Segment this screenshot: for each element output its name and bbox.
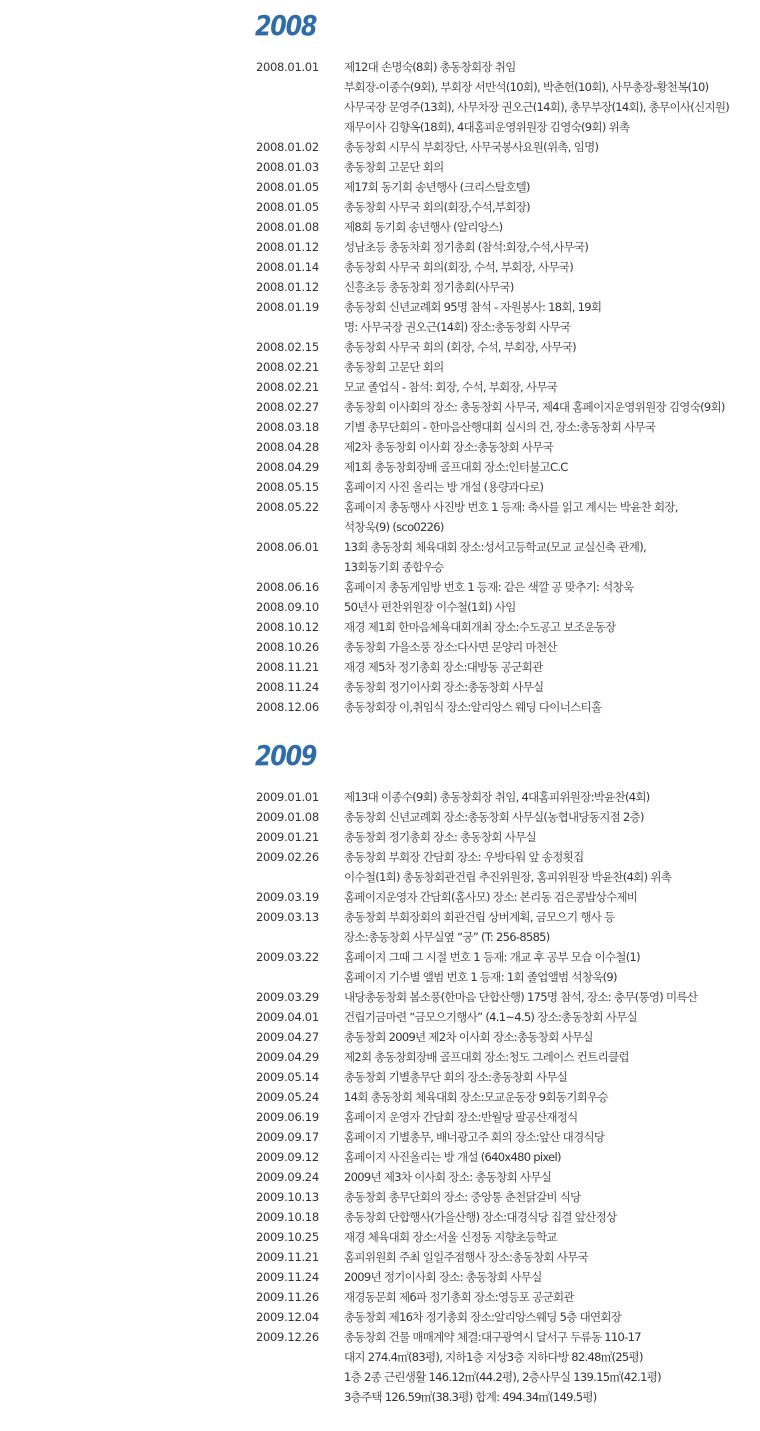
entry-date: 2008.02.15 (256, 340, 319, 354)
entry-date: 2009.03.19 (256, 890, 319, 904)
timeline-entry (0, 237, 760, 257)
timeline-entry (0, 1107, 760, 1127)
entry-text-line: 명: 사무국장 권오근(14회) 장소:총동창회 사무국 (344, 320, 571, 334)
entry-date: 2009.09.17 (256, 1130, 319, 1144)
entry-description (344, 1267, 758, 1287)
entry-description (344, 1167, 758, 1187)
timeline-entry (0, 1247, 760, 1267)
entry-text-line: 홈페이지 운영자 간담회 장소:반월당 팔공산재정식 (344, 1110, 578, 1124)
entry-date: 2009.06.19 (256, 1110, 319, 1124)
entry-date: 2008.03.18 (256, 420, 319, 434)
entry-text-line: 14회 총동창회 체육대회 장소:모교운동장 9회동기회우승 (344, 1090, 608, 1104)
entry-description (344, 177, 758, 197)
timeline-entry (0, 417, 760, 437)
entry-description (344, 157, 758, 177)
entry-date: 2008.11.21 (256, 660, 319, 674)
timeline-list (0, 787, 760, 1407)
entry-description (344, 417, 758, 437)
entry-description (344, 217, 758, 237)
timeline-entry (0, 807, 760, 827)
entry-description (344, 1107, 758, 1127)
year-heading: 2009 (255, 739, 317, 772)
entry-text-line: 총동창회 신년교례회 95명 참석 - 자원봉사: 18회, 19회 (344, 300, 602, 314)
entry-text-line: 제2회 총동창회장배 골프대회 장소:청도 그레이스 컨트리클럽 (344, 1050, 629, 1064)
entry-date: 2009.01.21 (256, 830, 319, 844)
entry-text-line: 장소:총동창회 사무실옆 “궁” (T: 256-8585) (344, 930, 550, 944)
timeline-entry (0, 1167, 760, 1187)
entry-description (344, 1207, 758, 1227)
entry-text-line: 제2차 총동창회 이사회 장소:총동창회 사무국 (344, 440, 553, 454)
entry-description (344, 537, 758, 577)
timeline-entry (0, 1067, 760, 1087)
entry-description (344, 597, 758, 617)
entry-text-line: 제12대 손명숙(8회) 총동창회장 취임 (344, 60, 516, 74)
entry-text-line: 부회장-이종수(9회), 부회장 서만석(10회), 박춘헌(10회), 사무총장-황천복(10) (344, 80, 709, 94)
entry-description (344, 947, 758, 987)
entry-date: 2008.04.28 (256, 440, 319, 454)
entry-description (344, 827, 758, 847)
entry-text-line: 건립기금마련 “금모으기행사” (4.1~4.5) 장소:총동창회 사무실 (344, 1010, 637, 1024)
timeline-entry (0, 1027, 760, 1047)
entry-date: 2008.01.03 (256, 160, 319, 174)
entry-description (344, 787, 758, 807)
entry-text-line: 석창욱(9) (sco0226) (344, 520, 444, 534)
entry-date: 2009.03.13 (256, 910, 319, 924)
entry-text-line: 총동창회 이사회의 장소: 총동창회 사무국, 제4대 홈페이지운영위원장 김영숙(9회) (344, 400, 725, 414)
timeline-entry (0, 1007, 760, 1027)
timeline-entry (0, 887, 760, 907)
entry-date: 2008.02.21 (256, 360, 319, 374)
entry-text-line: 제17회 동기회 송년행사 (크리스탈호텔) (344, 180, 530, 194)
timeline-entry (0, 657, 760, 677)
entry-text-line: 총동창회 부회장회의 회관건립 상버계획, 금모으기 행사 등 (344, 910, 615, 924)
entry-text-line: 홈페이지운영자 간담회(홈사모) 장소: 본리동 검은콩밥상수제비 (344, 890, 638, 904)
entry-description (344, 1127, 758, 1147)
timeline-entry (0, 477, 760, 497)
entry-description (344, 237, 758, 257)
entry-description (344, 1327, 758, 1407)
entry-date: 2009.04.01 (256, 1010, 319, 1024)
entry-description (344, 377, 758, 397)
entry-text-line: 홈페이지 사진 올리는 방 개설 (용량과다로) (344, 480, 544, 494)
entry-text-line: 총동창회 신년교례회 장소:총동창회 사무실(농협내당동지점 2층) (344, 810, 644, 824)
entry-description (344, 1227, 758, 1247)
timeline-entry (0, 177, 760, 197)
entry-date: 2009.09.12 (256, 1150, 319, 1164)
entry-text-line: 홈페이지 기별총무, 배너광고주 회의 장소:앞산 대경식당 (344, 1130, 605, 1144)
timeline-entry (0, 787, 760, 807)
entry-date: 2009.01.01 (256, 790, 319, 804)
timeline-entry (0, 1127, 760, 1147)
entry-description (344, 197, 758, 217)
entry-date: 2009.11.24 (256, 1270, 319, 1284)
entry-date: 2009.05.24 (256, 1090, 319, 1104)
entry-description (344, 1007, 758, 1027)
entry-description (344, 257, 758, 277)
entry-text-line: 총동창회 정기총회 장소: 총동창회 사무실 (344, 830, 536, 844)
entry-date: 2008.09.10 (256, 600, 319, 614)
entry-date: 2009.04.29 (256, 1050, 319, 1064)
timeline-entry (0, 397, 760, 417)
entry-date: 2008.01.12 (256, 240, 319, 254)
entry-text-line: 13회 총동창회 체육대회 장소:성서고등학교(모교 교실신축 관계), (344, 540, 646, 554)
timeline-entry (0, 1227, 760, 1247)
entry-description (344, 357, 758, 377)
entry-description (344, 1247, 758, 1267)
entry-text-line: 1층 2종 근린생활 146.12㎡(44.2평), 2층사무실 139.15㎡(42.1평) (344, 1370, 661, 1384)
timeline-entry (0, 277, 760, 297)
timeline-entry (0, 1287, 760, 1307)
entry-date: 2009.03.22 (256, 950, 319, 964)
entry-text-line: 사무국장 문영주(13회), 사무차장 권오근(14회), 총무부장(14회), 총무이사(신지원) (344, 100, 730, 114)
timeline-entry (0, 1147, 760, 1167)
entry-text-line: 재경동문회 제6파 정기총회 장소:영등포 공군회관 (344, 1290, 574, 1304)
entry-description (344, 477, 758, 497)
entry-date: 2008.05.15 (256, 480, 319, 494)
entry-description (344, 1187, 758, 1207)
timeline-list (0, 57, 760, 717)
entry-date: 2008.10.26 (256, 640, 319, 654)
entry-date: 2008.01.01 (256, 60, 319, 74)
entry-description (344, 1307, 758, 1327)
entry-text-line: 제1회 총동창회장배 골프대회 장소:인터불고C.C (344, 460, 568, 474)
timeline-entry (0, 597, 760, 617)
entry-date: 2009.02.26 (256, 850, 319, 864)
entry-date: 2009.10.13 (256, 1190, 319, 1204)
timeline-entry (0, 1267, 760, 1287)
entry-text-line: 총동창회 사무국 회의 (회장, 수석, 부회장, 사무국) (344, 340, 576, 354)
entry-description (344, 1067, 758, 1087)
timeline-entry (0, 357, 760, 377)
entry-date: 2009.11.26 (256, 1290, 319, 1304)
entry-date: 2008.01.02 (256, 140, 319, 154)
entry-description (344, 277, 758, 297)
entry-description (344, 1027, 758, 1047)
entry-description (344, 807, 758, 827)
timeline-entry (0, 297, 760, 337)
entry-text-line: 총동창회 고문단 회의 (344, 360, 444, 374)
timeline-entry (0, 497, 760, 537)
timeline-entry (0, 197, 760, 217)
entry-date: 2008.01.08 (256, 220, 319, 234)
entry-date: 2009.10.18 (256, 1210, 319, 1224)
entry-text-line: 홈페이지 총동게임방 번호 1 등재: 같은 색깔 공 맞추기: 석창욱 (344, 580, 634, 594)
entry-text-line: 3층주택 126.59㎡(38.3평) 합계: 494.34㎡(149.5평) (344, 1390, 597, 1404)
timeline-entry (0, 57, 760, 137)
timeline-entry (0, 217, 760, 237)
entry-text-line: 재경 체육대회 장소:서울 신정동 지향초등학교 (344, 1230, 557, 1244)
entry-text-line: 재경 제5차 정기총회 장소:대방동 공군회관 (344, 660, 543, 674)
entry-date: 2009.01.08 (256, 810, 319, 824)
entry-text-line: 제13대 이종수(9회) 총동창회장 취임, 4대홈피위원장:박윤찬(4회) (344, 790, 650, 804)
timeline-entry (0, 637, 760, 657)
entry-description (344, 657, 758, 677)
entry-date: 2009.04.27 (256, 1030, 319, 1044)
timeline-entry (0, 847, 760, 887)
entry-description (344, 697, 758, 717)
entry-description (344, 437, 758, 457)
entry-date: 2008.01.19 (256, 300, 319, 314)
timeline-entry (0, 457, 760, 477)
timeline-entry (0, 537, 760, 577)
entry-date: 2009.03.29 (256, 990, 319, 1004)
entry-description (344, 1147, 758, 1167)
timeline-entry (0, 577, 760, 597)
entry-text-line: 성남초등 총동차회 정기총회 (참석:회장,수석,사무국) (344, 240, 589, 254)
timeline-entry (0, 137, 760, 157)
entry-text-line: 신흥초등 총동창회 정기총회(사무국) (344, 280, 514, 294)
entry-text-line: 총동창회 2009년 제2차 이사회 장소:총동창회 사무실 (344, 1030, 593, 1044)
timeline-entry (0, 1047, 760, 1067)
entry-text-line: 내당총동창회 봄소풍(한마음 단합산행) 175명 참석, 장소: 충무(통영) 미륵산 (344, 990, 698, 1004)
entry-date: 2009.12.04 (256, 1310, 319, 1324)
entry-text-line: 제8회 동기회 송년행사 (알리앙스) (344, 220, 503, 234)
entry-text-line: 총동창회 제16차 정기총회 장소:알리앙스웨딩 5층 대연회장 (344, 1310, 622, 1324)
entry-description (344, 1047, 758, 1067)
entry-text-line: 총동창회 고문단 회의 (344, 160, 444, 174)
entry-text-line: 총동창회 기별총무단 회의 장소:총동창회 사무실 (344, 1070, 568, 1084)
entry-text-line: 총동창회 정기이사회 장소:총동창회 사무실 (344, 680, 544, 694)
entry-text-line: 2009년 제3차 이사회 장소: 총동창회 사무실 (344, 1170, 552, 1184)
entry-description (344, 677, 758, 697)
entry-text-line: 총동창회 총무단회의 장소: 중앙통 춘천닭갈비 식당 (344, 1190, 581, 1204)
entry-text-line: 이수철(1회) 총동창회관건립 추진위원장, 홈피위원장 박윤찬(4회) 위촉 (344, 870, 672, 884)
entry-text-line: 총동창회 가을소풍 장소:다사면 문양리 마천산 (344, 640, 557, 654)
entry-text-line: 총동창회장 이,취임식 장소:알리앙스 웨딩 다이너스티홀 (344, 700, 602, 714)
entry-text-line: 홈피위원회 주최 일일주점행사 장소:총동창회 사무국 (344, 1250, 588, 1264)
timeline-entry (0, 617, 760, 637)
timeline-entry (0, 377, 760, 397)
entry-date: 2009.12.26 (256, 1330, 319, 1344)
entry-text-line: 13회동기회 종합우승 (344, 560, 444, 574)
entry-date: 2008.01.05 (256, 180, 319, 194)
entry-description (344, 907, 758, 947)
timeline-entry (0, 337, 760, 357)
entry-description (344, 1087, 758, 1107)
entry-description (344, 887, 758, 907)
entry-text-line: 총동창회 사무국 회의(회장, 수석, 부회장, 사무국) (344, 260, 573, 274)
timeline-entry (0, 697, 760, 717)
entry-date: 2008.02.27 (256, 400, 319, 414)
timeline-entry (0, 157, 760, 177)
entry-date: 2008.06.16 (256, 580, 319, 594)
timeline-entry (0, 947, 760, 987)
entry-text-line: 홈페이지 기수별 앨범 번호 1 등재: 1회 졸업앨범 석창욱(9) (344, 970, 617, 984)
entry-text-line: 대지 274.4㎡(83평), 지하1층 지상3층 지하다방 82.48㎡(25평) (344, 1350, 643, 1364)
entry-date: 2008.01.05 (256, 200, 319, 214)
entry-description (344, 457, 758, 477)
entry-date: 2009.10.25 (256, 1230, 319, 1244)
entry-text-line: 50년사 편찬위원장 이수철(1회) 사임 (344, 600, 516, 614)
entry-text-line: 2009년 정기이사회 장소: 총동창회 사무실 (344, 1270, 542, 1284)
entry-text-line: 재경 제1회 한마음체육대회개최 장소:수도공고 보조운동장 (344, 620, 616, 634)
entry-description (344, 617, 758, 637)
entry-date: 2009.09.24 (256, 1170, 319, 1184)
entry-date: 2009.05.14 (256, 1070, 319, 1084)
entry-text-line: 총동창회 건물 매매계약 체결:대구광역시 달서구 두류동 110-17 (344, 1330, 641, 1344)
entry-text-line: 총동창회 시무식 부회장단, 사무국봉사요원(위촉, 임명) (344, 140, 599, 154)
entry-description (344, 397, 758, 417)
entry-description (344, 1287, 758, 1307)
entry-date: 2008.01.12 (256, 280, 319, 294)
timeline-entry (0, 907, 760, 947)
entry-date: 2008.04.29 (256, 460, 319, 474)
timeline-entry (0, 1187, 760, 1207)
timeline-entry (0, 827, 760, 847)
entry-text-line: 홈페이지 총동행사 사진방 번호 1 등재: 축사를 읽고 계시는 박윤찬 회장, (344, 500, 678, 514)
entry-date: 2008.12.06 (256, 700, 319, 714)
entry-text-line: 총동창회 단합행사(가을산행) 장소:대경식당 집결 앞산정상 (344, 1210, 617, 1224)
timeline-entry (0, 1307, 760, 1327)
timeline-entry (0, 1207, 760, 1227)
year-heading: 2008 (255, 9, 317, 42)
entry-description (344, 297, 758, 337)
entry-description (344, 987, 758, 1007)
entry-date: 2008.11.24 (256, 680, 319, 694)
entry-text-line: 기별 총무단회의 - 한마음산행대회 실시의 건, 장소:총동창회 사무국 (344, 420, 656, 434)
entry-date: 2008.05.22 (256, 500, 319, 514)
entry-text-line: 총동창회 사무국 회의(회장,수석,부회장) (344, 200, 530, 214)
entry-date: 2008.01.14 (256, 260, 319, 274)
timeline-entry (0, 677, 760, 697)
timeline-entry (0, 1327, 760, 1407)
entry-text-line: 홈페이지 사진올리는 방 개설 (640x480 pixel) (344, 1150, 561, 1164)
entry-description (344, 497, 758, 537)
timeline-entry (0, 437, 760, 457)
entry-date: 2008.02.21 (256, 380, 319, 394)
entry-description (344, 57, 758, 137)
entry-text-line: 홈페이지 그때 그 시절 번호 1 등재: 개교 후 공부 모습 이수철(1) (344, 950, 640, 964)
entry-text-line: 총동창회 부회장 간담회 장소: 우방타워 앞 송정횟집 (344, 850, 584, 864)
entry-text-line: 모교 졸업식 - 참석: 회장, 수석, 부회장, 사무국 (344, 380, 558, 394)
timeline-entry (0, 257, 760, 277)
entry-description (344, 337, 758, 357)
entry-date: 2008.10.12 (256, 620, 319, 634)
entry-description (344, 137, 758, 157)
entry-description (344, 577, 758, 597)
entry-description (344, 847, 758, 887)
timeline-entry (0, 987, 760, 1007)
entry-date: 2009.11.21 (256, 1250, 319, 1264)
entry-text-line: 재무이사 김향옥(18회), 4대홈피운영위원장 김영숙(9회) 위촉 (344, 120, 630, 134)
entry-date: 2008.06.01 (256, 540, 319, 554)
entry-description (344, 637, 758, 657)
timeline-entry (0, 1087, 760, 1107)
